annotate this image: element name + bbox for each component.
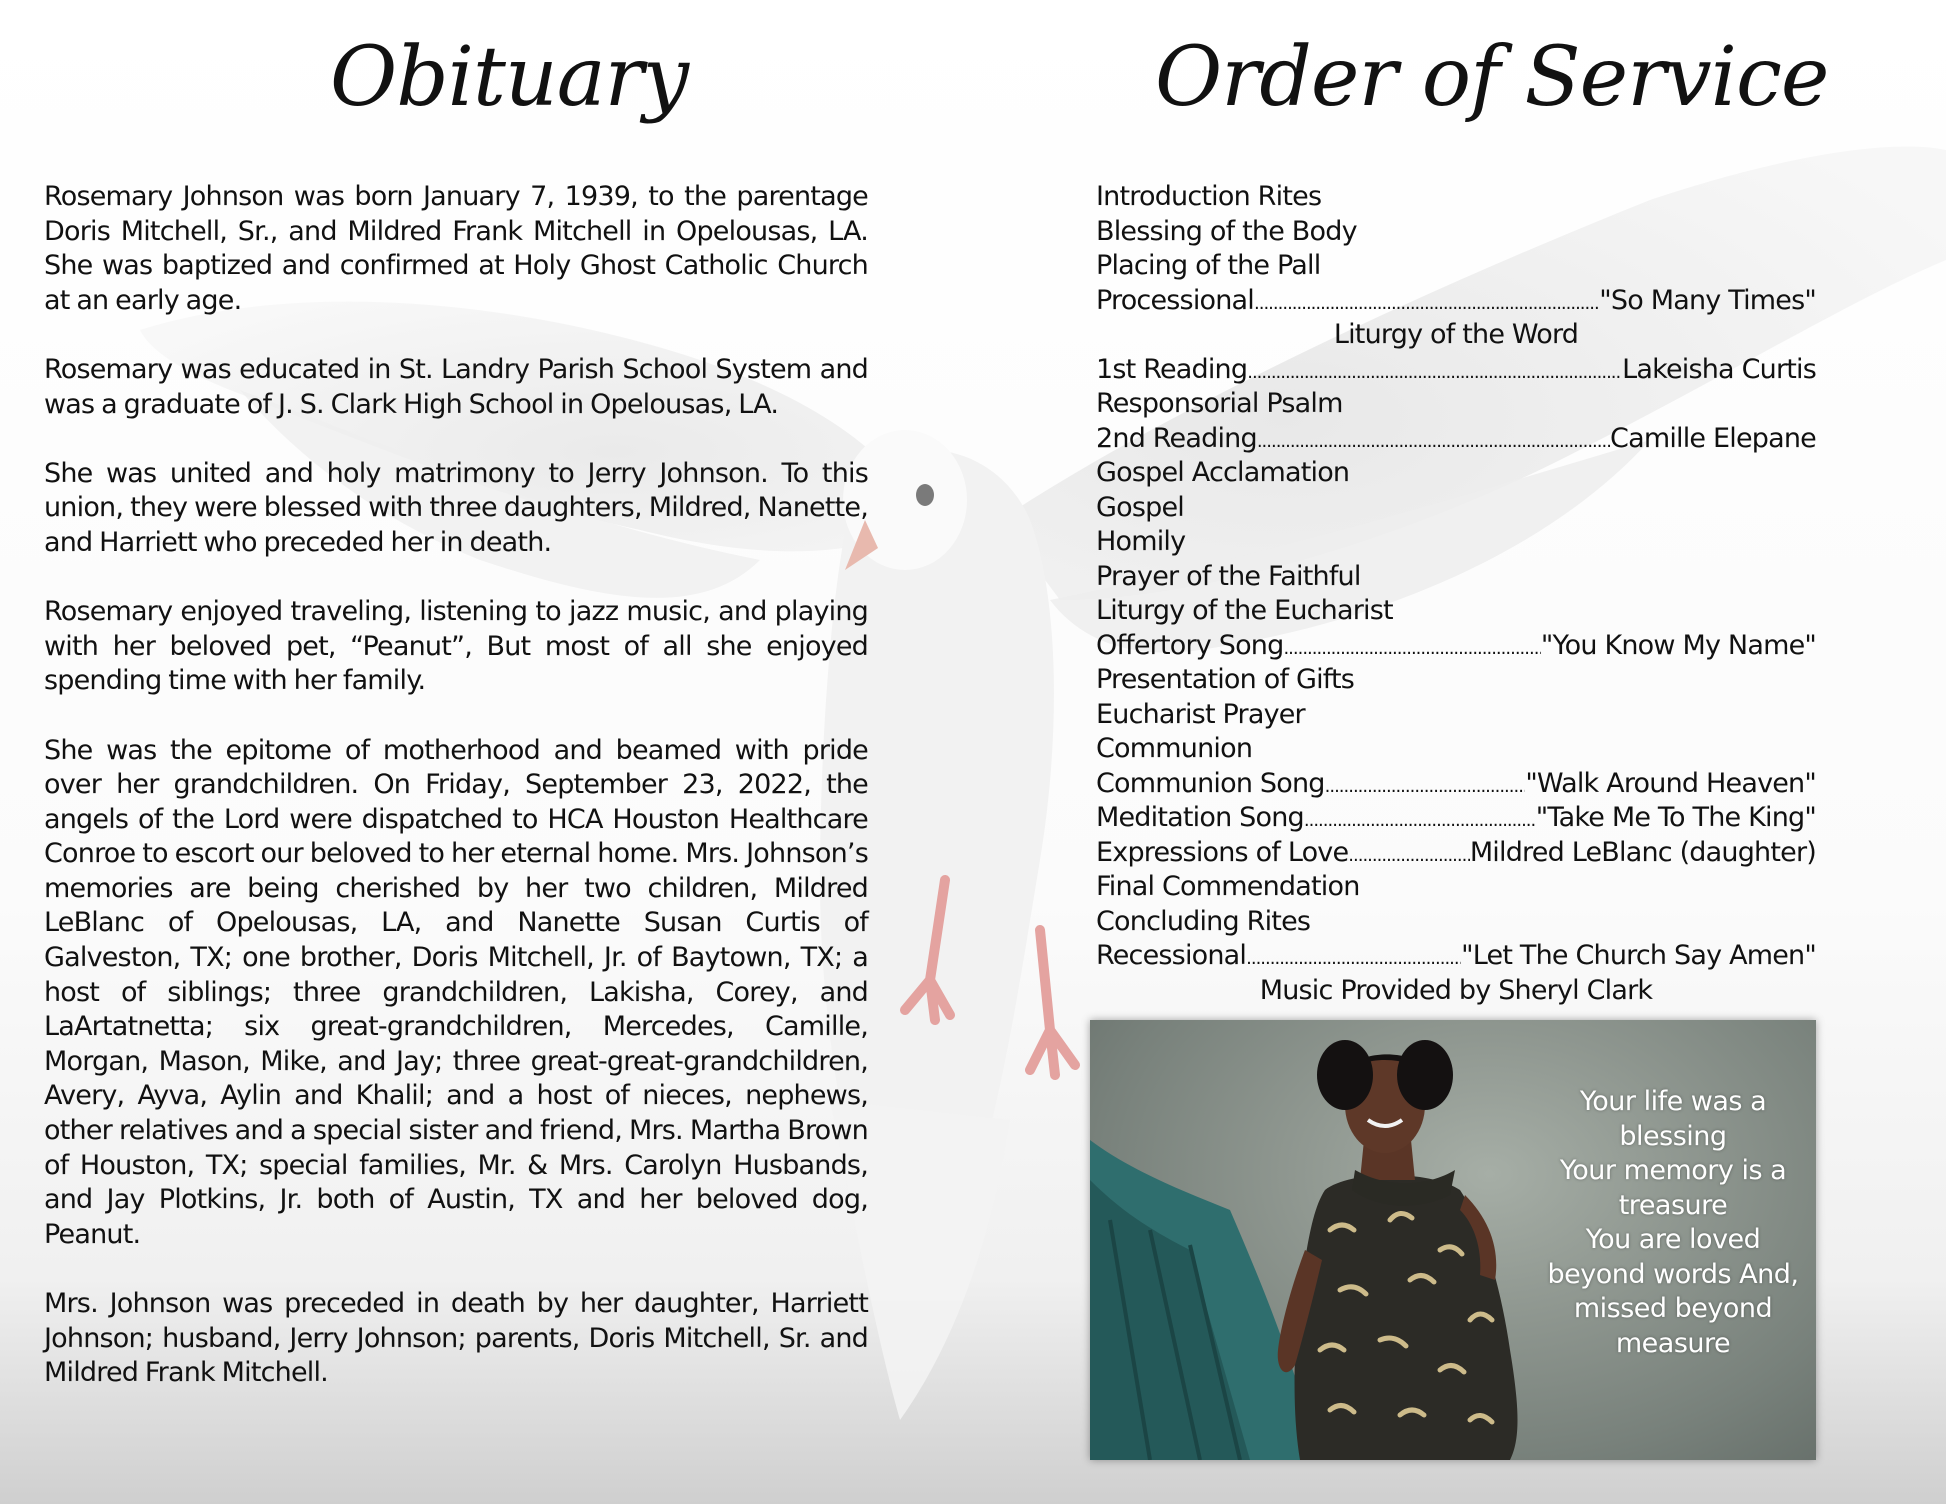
service-item-label: Responsorial Psalm (1096, 388, 1343, 419)
service-item (1096, 456, 1816, 491)
obituary-title: Obituary (330, 30, 689, 125)
service-item (1096, 249, 1816, 284)
service-item-label: 2nd Reading (1096, 422, 1257, 454)
service-item-label: Presentation of Gifts (1096, 664, 1355, 695)
tribute-line: Your memory is a (1559, 1155, 1787, 1186)
memorial-photo (1090, 1020, 1816, 1460)
dot-leader (1257, 422, 1610, 460)
service-item (1096, 801, 1816, 836)
service-item-label: Communion Song (1096, 767, 1325, 799)
service-item-label: Offertory Song (1096, 629, 1284, 661)
service-item-label: Liturgy of the Eucharist (1096, 595, 1393, 626)
tribute-line: Your life was a (1579, 1086, 1767, 1117)
service-item (1096, 284, 1816, 319)
service-item (1096, 353, 1816, 388)
obituary-paragraph: She was united and holy matrimony to Jerry Johnson. To this union, they were blessed with three daughters, Mildred, Nanette, and Harriett who preceded her in death. (44, 457, 868, 558)
obituary-paragraph: Rosemary was educated in St. Landry Parish School System and was a graduate of J. S. Clark High School in Opelousas, LA. (44, 353, 868, 420)
tribute-line: treasure (1618, 1189, 1728, 1221)
service-item-detail: "You Know My Name" (1540, 629, 1816, 661)
service-item (1096, 387, 1816, 422)
service-item (1096, 594, 1816, 629)
service-item-label: Concluding Rites (1096, 905, 1311, 937)
dot-leader (1247, 353, 1622, 391)
service-item-label: Gospel (1096, 491, 1184, 523)
service-item-label: Prayer of the Faithful (1096, 560, 1361, 592)
service-item-label: Gospel Acclamation (1096, 457, 1350, 488)
service-item-detail: "Let The Church Say Amen" (1461, 940, 1816, 971)
service-item-detail: "Walk Around Heaven" (1525, 767, 1816, 799)
service-item (1096, 939, 1816, 974)
service-item (1096, 560, 1816, 595)
service-item-label: Processional (1096, 284, 1255, 316)
dot-leader (1254, 284, 1599, 322)
service-item-label: 1st Reading (1096, 353, 1248, 385)
service-item (1096, 663, 1816, 698)
service-item-label: Recessional (1096, 940, 1247, 971)
service-item-label: Blessing of the Body (1096, 215, 1357, 247)
service-item (1096, 905, 1816, 940)
service-item (1096, 629, 1816, 664)
service-item-detail: Lakeisha Curtis (1622, 353, 1816, 385)
tribute-line: blessing (1619, 1120, 1727, 1152)
service-item-label: Homily (1096, 526, 1186, 557)
service-item-detail: "So Many Times" (1599, 284, 1816, 316)
service-section-heading: Music Provided by Sheryl Clark (1259, 974, 1653, 1006)
order-of-service-title: Order of Service (1155, 30, 1829, 125)
service-item (1096, 180, 1816, 215)
dot-leader (1304, 801, 1536, 839)
service-item (1096, 525, 1816, 560)
service-item-label: Introduction Rites (1096, 181, 1322, 212)
obituary-paragraph: Rosemary enjoyed traveling, listening to jazz music, and playing with her beloved pet, “Peanut”, But most of all she enjoyed spending time with her family. (44, 596, 868, 697)
service-item-label: Meditation Song (1096, 802, 1304, 833)
dot-leader (1325, 767, 1526, 805)
service-item (1096, 215, 1816, 250)
service-item-label: Eucharist Prayer (1096, 698, 1305, 730)
service-item (1096, 698, 1816, 733)
service-item-label: Final Commendation (1096, 871, 1360, 902)
service-item-detail: "Take Me To The King" (1535, 802, 1816, 833)
service-item (1096, 732, 1816, 767)
service-section-heading: Liturgy of the Word (1333, 319, 1579, 350)
service-item-detail: Mildred LeBlanc (daughter) (1469, 836, 1816, 868)
tribute-verse (1538, 1085, 1808, 1361)
tribute-line: You are loved (1585, 1224, 1761, 1255)
dot-leader (1283, 629, 1540, 667)
obituary-paragraph: Rosemary Johnson was born January 7, 1939, to the parentage Doris Mitchell, Sr., and Mildred Frank Mitchell in Opelousas, LA. She was baptized and confirmed at Holy Ghost Catholic Church at an early age. (44, 181, 868, 316)
service-item-label: Communion (1096, 733, 1253, 764)
order-of-service-list (1096, 180, 1816, 1008)
service-item (1096, 870, 1816, 905)
service-item (1096, 836, 1816, 871)
service-item (1096, 491, 1816, 526)
service-item-label: Placing of the Pall (1096, 250, 1321, 281)
service-item (1096, 767, 1816, 802)
tribute-line: missed beyond (1573, 1293, 1773, 1324)
service-item (1096, 422, 1816, 457)
obituary-text (44, 180, 868, 1425)
tribute-line: beyond words And, (1547, 1258, 1799, 1290)
obituary-paragraph: Mrs. Johnson was preceded in death by her daughter, Harriett Johnson; husband, Jerry Johnson; parents, Doris Mitchell, Sr. and Mildred Frank Mitchell. (44, 1288, 868, 1389)
obituary-paragraph: She was the epitome of motherhood and beamed with pride over her grandchildren. On Friday, September 23, 2022, the angels of the Lord were dispatched to HCA Houston Healthcare Conroe to escort our beloved to her eternal home. Mrs. Johnson’s memories are being cherished by her two children, Mildred LeBlanc of Opelousas, LA, and Nanette Susan Curtis of Galveston, TX; one brother, Doris Mitchell, Jr. of Baytown, TX; a host of siblings; three grandchildren, Lakisha, Corey, and LaArtatnetta; six great-grandchildren, Mercedes, Camille, Morgan, Mason, Mike, and Jay; three great-great-grandchildren, Avery, Ayva, Aylin and Khalil; and a host of nieces, nephews, other relatives and a special sister and friend, Mrs. Martha Brown of Houston, TX; special families, Mr. & Mrs. Carolyn Husbands, and Jay Plotkins, Jr. both of Austin, TX and her beloved dog, Peanut. (44, 734, 868, 1250)
service-item-detail: Camille Elepane (1610, 422, 1816, 454)
service-item-label: Expressions of Love (1096, 836, 1349, 868)
tribute-line: measure (1615, 1327, 1731, 1359)
dot-leader (1348, 836, 1470, 874)
dot-leader (1246, 939, 1461, 977)
